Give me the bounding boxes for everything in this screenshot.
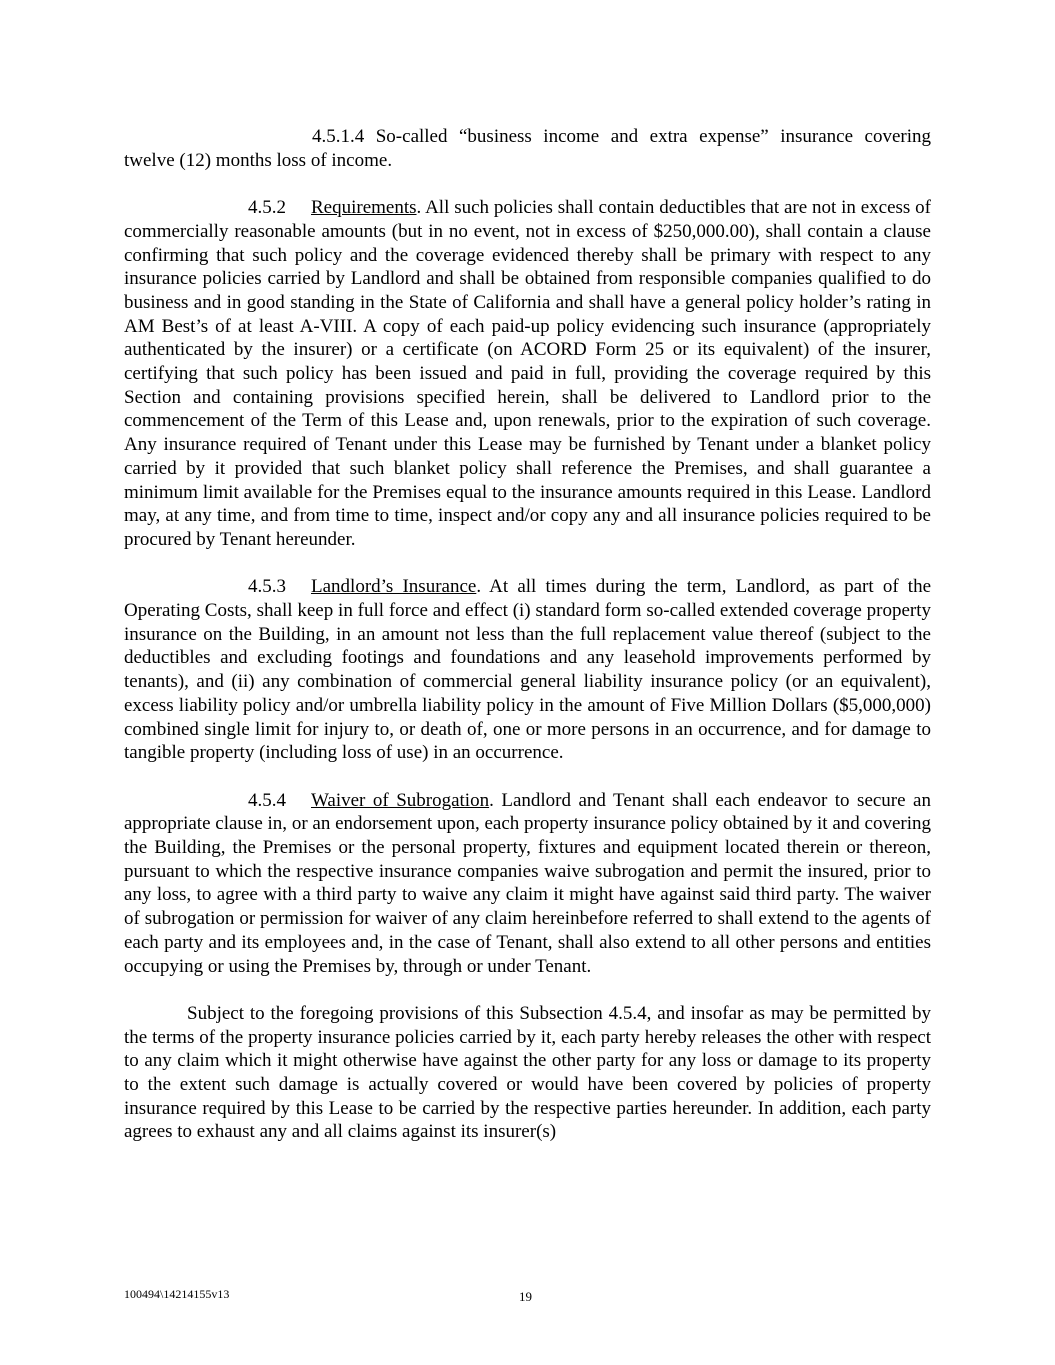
paragraph-subject-to — [124, 1002, 931, 1144]
section-number: 4.5.3 — [248, 576, 286, 598]
section-heading-landlords-insurance: Landlord’s Insurance — [311, 576, 477, 598]
section-body: . All such policies shall contain deductibles that are not in excess of commercially reasonable amounts (but in no event, not in excess of $250,000.00), shall contain a clause confirming that such policy and the coverage evidenced thereby shall be primary with respect to any insurance policies carried by Landlord and shall be obtained from responsible companies qualified to do business and in good standing in the State of California and shall have a general policy holder’s rating in AM Best’s of at least A-VIII. A copy of each paid-up policy evidencing such insurance (appropriately authenticated by the insurer) or a certificate (on ACORD Form 25 or its equivalent) of the insurer, certifying that such policy has been issued and paid in full, providing the coverage required by this Section and containing provisions specified herein, shall be delivered to Landlord prior to the commencement of the Term of this Lease and, upon renewals, prior to the expiration of such coverage. Any insurance required of Tenant under this Lease may be furnished by Tenant under a blanket policy carried by it provided that such blanket policy shall reference the Premises, and shall guarantee a minimum limit available for the Premises equal to the insurance amounts required in this Lease. Landlord may, at any time, and from time to time, inspect and/or copy any and all insurance policies required to be procured by Tenant hereunder. — [124, 197, 931, 550]
paragraph-4-5-4 — [124, 789, 931, 979]
paragraph-subject-to-text: Subject to the foregoing provisions of this Subsection 4.5.4, and insofar as may be permitted by the terms of the property insurance policies carried by it, each party hereby releases the other with respect to any claim which it might otherwise have against the other party for any loss or damage to its property to the extent such damage is actually covered or would have been covered by policies of property insurance required by this Lease to be carried by the respective parties hereunder. In addition, each party agrees to exhaust any and all claims against its insurer(s) — [124, 1002, 931, 1143]
section-heading-requirements: Requirements — [311, 197, 417, 219]
section-body: . Landlord and Tenant shall each endeavor to secure an appropriate clause in, or an endorsement upon, each property insurance policy obtained by it and covering the Building, the Premises or the personal property, fixtures and equipment located therein or thereon, pursuant to which the respective insurance companies waive subrogation and permit the insured, prior to any loss, to agree with a third party to waive any claim it might have against said third party. The waiver of subrogation or permission for waiver of any claim hereinbefore referred to shall extend to the agents of each party and its employees and, in the case of Tenant, shall also extend to all other persons and entities occupying or using the Premises by, through or under Tenant. — [124, 789, 931, 977]
document-page — [124, 125, 931, 1168]
paragraph-4-5-1-4-text: 4.5.1.4 So-called “business income and extra expense” insurance covering twelve (12) months loss of income. — [124, 126, 931, 171]
section-heading-waiver-of-subrogation: Waiver of Subrogation — [311, 789, 490, 811]
paragraph-4-5-1-4 — [124, 125, 931, 172]
document-id: 100494\14214155v13 — [124, 1287, 230, 1301]
page-number: 19 — [519, 1289, 532, 1304]
paragraph-4-5-2 — [124, 196, 931, 552]
section-number: 4.5.2 — [248, 197, 286, 219]
section-body: . At all times during the term, Landlord, as part of the Operating Costs, shall keep in full force and effect (i) standard form so-called extended coverage property insurance on the Building, in an amount not less than the full replacement value thereof (subject to the deductibles and excluding footings and foundations and any leasehold improvements performed by tenants), and (ii) any combination of commercial general liability insurance policy (or an equivalent), excess liability policy and/or umbrella liability policy in the amount of Five Million Dollars ($5,000,000) combined single limit for injury to, or death of, one or more persons in an occurrence, and for damage to tangible property (including loss of use) in an occurrence. — [124, 576, 932, 764]
paragraph-4-5-3 — [124, 575, 931, 765]
section-number: 4.5.4 — [248, 789, 286, 811]
